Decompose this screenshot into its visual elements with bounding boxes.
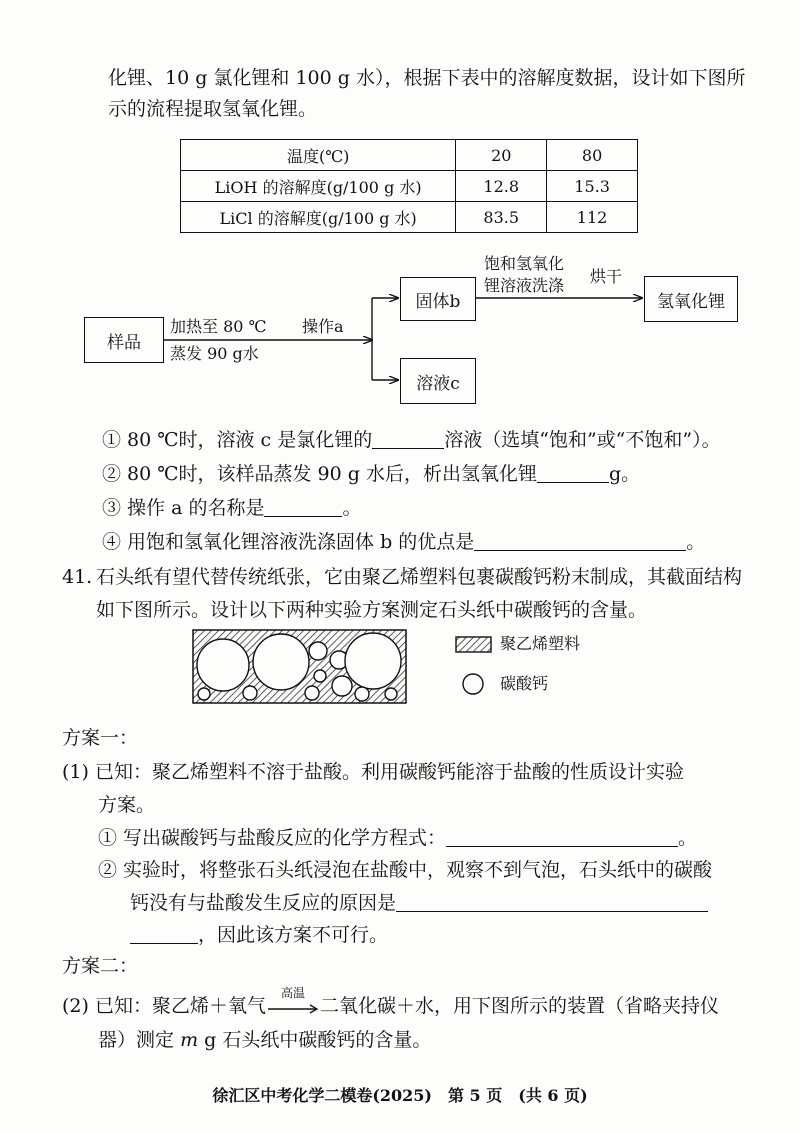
plan1-sub1 [98,826,697,850]
answer-blank[interactable] [446,828,678,847]
answer-blank[interactable] [396,893,708,912]
q40-sub2-text: ② 80 ℃时，该样品蒸发 90 g 水后，析出氢氧化锂 [102,463,537,485]
plan1-sub2-text: 钙没有与盐酸发生反应的原因是 [130,892,397,914]
table-cell: 80 [547,140,638,171]
flow-box-solution-c: 溶液c [400,358,476,404]
plan1-line-2: 方案。 [98,794,156,816]
flow-step1-line1: 加热至 80 ℃ [170,317,267,336]
plan1-line-1: (1) 已知：聚乙烯塑料不溶于盐酸。利用碳酸钙能溶于盐酸的性质设计实验 [62,761,684,783]
plan1-title: 方案一： [62,727,139,749]
plan2-text: (2) 已知：聚乙烯＋氧气 [62,995,266,1017]
plan1-sub1-text-after: 。 [678,827,698,849]
q41-number: 41. [62,566,93,588]
plan2-text-after: 二氧化碳＋水，用下图所示的装置（省略夹持仪 [319,995,719,1017]
q40-sub4-text-after: 。 [686,531,706,553]
q40-sub1-text-after: 溶液（选填“饱和”或“不饱和”）。 [444,429,721,451]
plan2-line2-text-after: g 石头纸中碳酸钙的含量。 [198,1029,432,1051]
flow-wash-line2: 锂溶液洗涤 [484,276,565,295]
plan1-sub2-text-after: ，因此该方案不可行。 [198,924,389,946]
legend-swatch-caco3 [463,674,483,694]
q40-sub1-text: ① 80 ℃时，溶液 c 是氯化锂的 [102,429,373,451]
intro-line-1: 化锂、10 g 氯化锂和 100 g 水），根据下表中的溶解度数据，设计如下图所 [108,67,746,89]
plan1-sub2-line3 [130,923,388,947]
flow-box-solid-b: 固体b [400,277,476,321]
reaction-condition: 高温 [280,986,305,1000]
q41-line-2: 如下图所示。设计以下两种实验方案测定石头纸中碳酸钙的含量。 [96,599,648,621]
plan2-line-2 [98,1028,431,1052]
q40-sub3-text: ③ 操作 a 的名称是 [102,497,265,519]
q40-sub2-text-after: g。 [608,463,641,485]
plan1-sub2-line2 [130,891,708,915]
table-cell: 112 [547,202,638,233]
flow-step1-line2: 蒸发 90 g水 [170,344,259,363]
table-cell: 20 [456,140,547,171]
flow-dry: 烘干 [590,267,623,286]
legend-label-polyethylene: 聚乙烯塑料 [500,634,581,653]
flow-box-sample: 样品 [84,317,164,363]
reaction-arrow [266,986,320,1017]
flow-op-a: 操作a [302,317,344,336]
plan1-sub2-line1: ② 实验时，将整张石头纸浸泡在盐酸中，观察不到气泡，石头纸中的碳酸 [98,859,713,881]
table-cell: 83.5 [456,202,547,233]
page-footer: 徐汇区中考化学二模卷(2025) 第 5 页 (共 6 页) [212,1086,588,1105]
plan2-line2-text: 器）测定 [98,1029,175,1051]
table-cell: 12.8 [456,171,547,202]
table-cell: LiOH 的溶解度(g/100 g 水) [181,171,456,202]
flow-box-product: 氢氧化锂 [644,276,738,322]
q40-sub3-text-after: 。 [342,497,362,519]
answer-blank[interactable] [130,925,198,944]
table-cell: LiCl 的溶解度(g/100 g 水) [181,202,456,233]
plan2-title: 方案二： [62,955,139,977]
q41-line-1: 石头纸有望代替传统纸张，它由聚乙烯塑料包裹碳酸钙粉末制成，其截面结构 [96,566,743,588]
variable-m: m [180,1029,199,1051]
intro-line-2: 示的流程提取氢氧化锂。 [108,98,318,120]
plan2-line-1 [62,986,719,1018]
legend-swatch-polyethylene [456,637,491,652]
plan1-sub1-text: ① 写出碳酸钙与盐酸反应的化学方程式： [98,827,447,849]
table-cell: 温度(℃) [181,140,456,171]
q40-sub4-text: ④ 用饱和氢氧化锂溶液洗涤固体 b 的优点是 [102,531,475,553]
flow-wash-line1: 饱和氢氧化 [484,254,565,273]
legend-label-caco3: 碳酸钙 [500,674,549,693]
reaction-arrow-line [266,1003,320,1017]
table-cell: 15.3 [547,171,638,202]
